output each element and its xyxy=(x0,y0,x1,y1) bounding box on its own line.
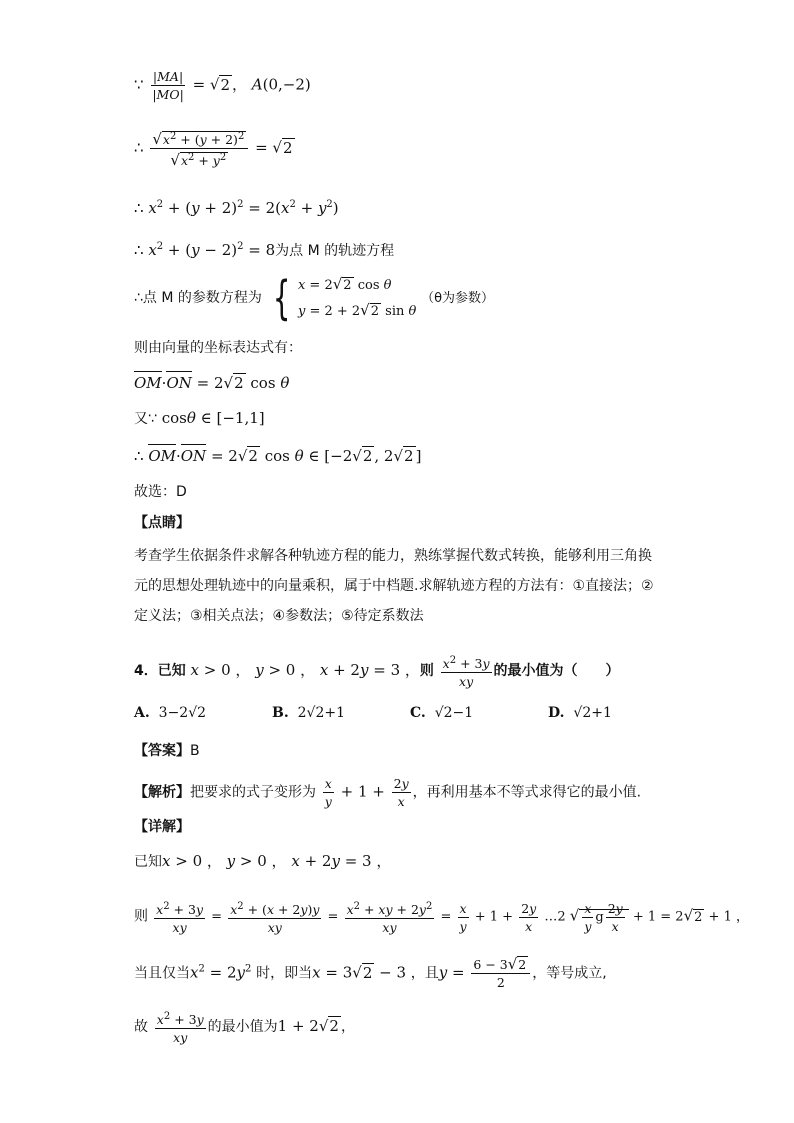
answer-value: B xyxy=(190,743,200,759)
line-vector-intro: 则由向量的坐标表达式有： xyxy=(134,340,302,356)
question-prefix: 已知 xyxy=(157,663,186,680)
parametric-suffix: （θ为参数） xyxy=(421,291,495,306)
option-b: B. 2√2+1 xyxy=(272,705,345,721)
answer-label: 【答案】 xyxy=(134,743,190,759)
analysis-prefix: 把要求的式子变形为 xyxy=(190,784,316,801)
option-c: C. √2−1 xyxy=(410,705,474,721)
detail-label: 【详解】 xyxy=(134,819,190,835)
detail-derivation: 则 $\frac{x^2 + 3y}{xy}$ = $\frac{x^2 + (x + 2y)y}{xy}$ = $\frac{x^2 + xy + 2y^2}{xy}$ = $\frac{x}{y}$ + 1 + $\frac{2y}{x}$ …2 √ $\frac{x}{y}$ g $\frac{2y}{x}$ + 1 = 2√2 + 1 ， xyxy=(134,898,749,936)
detail-equality: 当且仅当$x^2 = 2y^2$ 时，即当x = 3√2 − 3 ，且y = $\frac{6 - 3√2}{2}$ ，等号成立, xyxy=(134,955,607,990)
answer-line xyxy=(134,741,200,761)
analysis-suffix: ，再利用基本不等式求得它的最小值. xyxy=(412,784,642,801)
parametric-system: { x = 2√2 cos θ y = 2 + 2√2 sin θ xyxy=(272,271,417,325)
dianjing-label: 【点睛】 xyxy=(134,515,190,531)
line-parametric xyxy=(134,271,495,325)
line-dot-product-range: ∴ OM·ON = 2√2 cos θ ∈ [−2√2 , 2√2 ] xyxy=(134,447,422,465)
line-choice: 故选：D xyxy=(134,484,187,500)
line-cos-range: 又∵ cosθ ∈ [−1,1] xyxy=(134,409,265,427)
line-ratio-condition: ∵ $\frac{|MA|}{|MO|}$ = √2 ， A(0,−2) xyxy=(134,69,311,102)
question-number: 4． xyxy=(134,663,158,680)
question-4: 4．已知 x > 0 ， y > 0 ， x + 2y = 3 ，则 $\frac{x^2 + 3y}{xy}$ 的最小值为（ ） xyxy=(134,652,620,690)
option-d: D. √2+1 xyxy=(548,705,612,721)
dianjing-text: 考查学生依据条件求解各种轨迹方程的能力，熟练掌握代数式转换，能够利用三角换元的思想处理轨迹中的向量乘积，属于中档题.求解轨迹方程的方法有：①直接法；②定义法；③相关点法；④参数法；⑤待定系数法 xyxy=(134,548,654,624)
option-a: A. 3−2√2 xyxy=(134,705,207,721)
detail-given: 已知x > 0 ， y > 0 ， x + 2y = 3 ， xyxy=(134,852,392,870)
detail-conclusion: 故 $\frac{x^2 + 3y}{xy}$ 的最小值为1 + 2√2 ， xyxy=(134,1008,355,1046)
line-distance-ratio: ∴ $\frac{√x^2 + (y + 2)^2}{√x^2 + y^2}$ = √2 xyxy=(134,128,295,169)
parametric-prefix: ∴点 M 的参数方程为 xyxy=(134,290,262,306)
line-locus-equation: ∴ $x^2 + (y - 2)^2 = 8$为点 M 的轨迹方程 xyxy=(134,241,395,259)
analysis-line: 【解析】把要求的式子变形为 $\frac{x}{y}$ + 1 + $\frac{2y}{x}$ ，再利用基本不等式求得它的最小值. xyxy=(134,776,642,809)
locus-text: 为点 M 的轨迹方程 xyxy=(275,243,395,259)
analysis-label: 【解析】 xyxy=(134,784,190,801)
question-suffix: 的最小值为（ ） xyxy=(493,663,620,680)
line-dot-product: OM·ON = 2√2 cos θ xyxy=(134,374,290,392)
cos-range-prefix: 又∵ xyxy=(134,411,157,427)
line-squared-equation: ∴ $x^2 + (y + 2)^2 = 2(x^2 + y^2)$ xyxy=(134,199,339,217)
